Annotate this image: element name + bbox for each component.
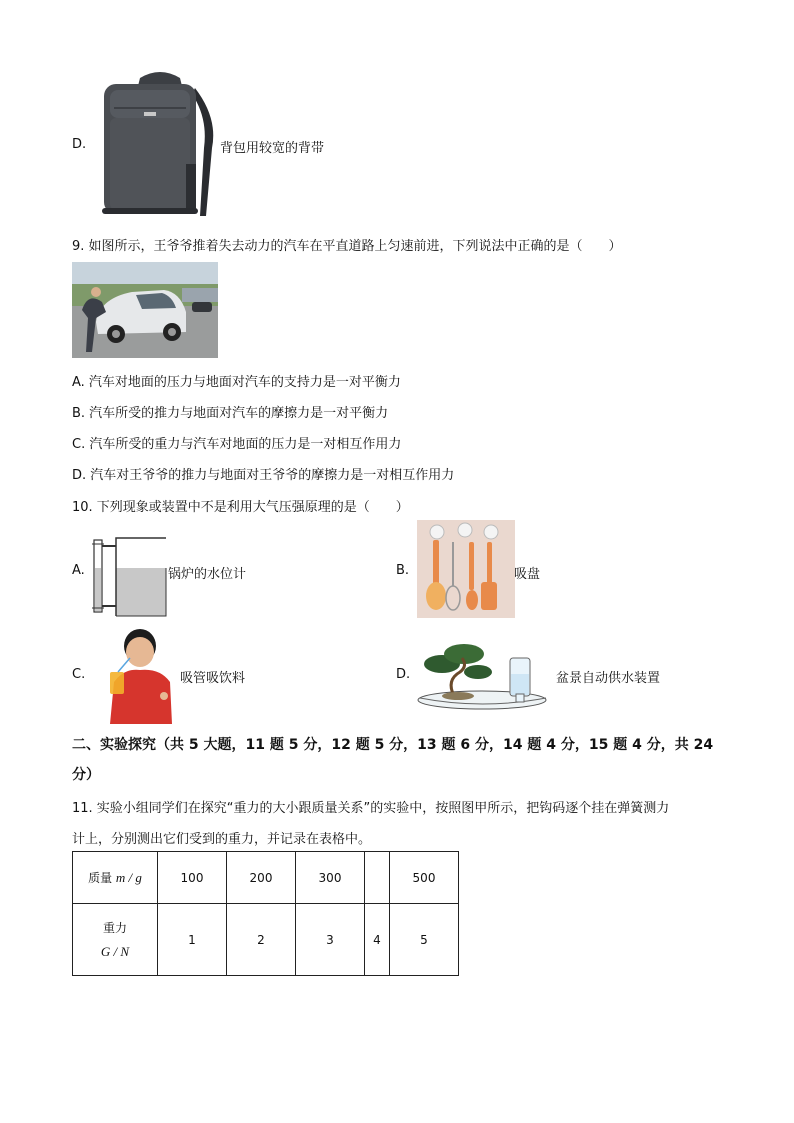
weight-header-cell bbox=[73, 904, 158, 976]
weight-cell: 1 bbox=[158, 904, 227, 976]
q9-option-a: A. 汽车对地面的压力与地面对汽车的支持力是一对平衡力 bbox=[72, 375, 401, 390]
weight-label: 重力 bbox=[102, 921, 127, 935]
weight-cell: 2 bbox=[227, 904, 296, 976]
q10-option-d-label: D. bbox=[396, 667, 411, 682]
weight-unit: G / N bbox=[100, 944, 130, 959]
mass-row bbox=[73, 852, 459, 904]
weight-row bbox=[73, 904, 459, 976]
q10-option-c-label: C. bbox=[72, 667, 86, 682]
mass-cell: 200 bbox=[227, 852, 296, 904]
q8-option-d-text: 背包用较宽的背带 bbox=[220, 141, 325, 156]
weight-cell: 4 bbox=[365, 904, 390, 976]
q10-option-c-text: 吸管吸饮料 bbox=[180, 671, 246, 686]
q10-option-b-label: B. bbox=[396, 563, 410, 578]
weight-cell: 5 bbox=[390, 904, 459, 976]
section2-heading-line2: 分） bbox=[72, 767, 100, 783]
mass-cell: 300 bbox=[296, 852, 365, 904]
q11-stem-line2: 计上，分别测出它们受到的重力，并记录在表格中。 bbox=[72, 832, 372, 847]
q10-option-a-label: A. bbox=[72, 563, 85, 578]
suction-cup-hooks-photo bbox=[417, 520, 515, 618]
boy-drinking-straw-photo bbox=[104, 626, 174, 724]
section2-heading-line1: 二、实验探究（共 5 大题，11 题 5 分，12 题 5 分，13 题 6 分，14 题 4 分，15 题 4 分，共 24 bbox=[72, 737, 714, 753]
mass-cell: 100 bbox=[158, 852, 227, 904]
q10-option-a-text: 锅炉的水位计 bbox=[168, 567, 247, 582]
mass-weight-table bbox=[72, 851, 459, 976]
backpack-image bbox=[100, 68, 218, 218]
q10-option-d-text: 盆景自动供水装置 bbox=[556, 671, 661, 686]
q8-option-d-label: D. bbox=[72, 137, 87, 152]
q10-option-b-text: 吸盘 bbox=[514, 567, 541, 582]
q10-stem: 10. 下列现象或装置中不是利用大气压强原理的是（ ） bbox=[72, 500, 409, 515]
mass-header-cell bbox=[73, 852, 158, 904]
q9-option-b: B. 汽车所受的推力与地面对汽车的摩擦力是一对平衡力 bbox=[72, 406, 389, 421]
mass-label: 质量 bbox=[88, 871, 113, 885]
boiler-water-gauge-figure bbox=[90, 520, 170, 618]
q11-stem-line1: 11. 实验小组同学们在探究“重力的大小跟质量关系”的实验中，按照图甲所示，把钩码逐个挂在弹簧测力 bbox=[72, 801, 670, 816]
car-push-photo bbox=[72, 262, 218, 358]
bonsai-water-supply-figure bbox=[416, 636, 554, 712]
weight-cell: 3 bbox=[296, 904, 365, 976]
mass-cell: 500 bbox=[390, 852, 459, 904]
q9-option-d: D. 汽车对王爷爷的推力与地面对王爷爷的摩擦力是一对相互作用力 bbox=[72, 468, 455, 483]
q9-option-c: C. 汽车所受的重力与汽车对地面的压力是一对相互作用力 bbox=[72, 437, 402, 452]
q9-stem: 9. 如图所示，王爷爷推着失去动力的汽车在平直道路上匀速前进，下列说法中正确的是（ ） bbox=[72, 239, 622, 254]
mass-cell-blank bbox=[365, 852, 390, 904]
mass-unit: m / g bbox=[115, 870, 142, 885]
